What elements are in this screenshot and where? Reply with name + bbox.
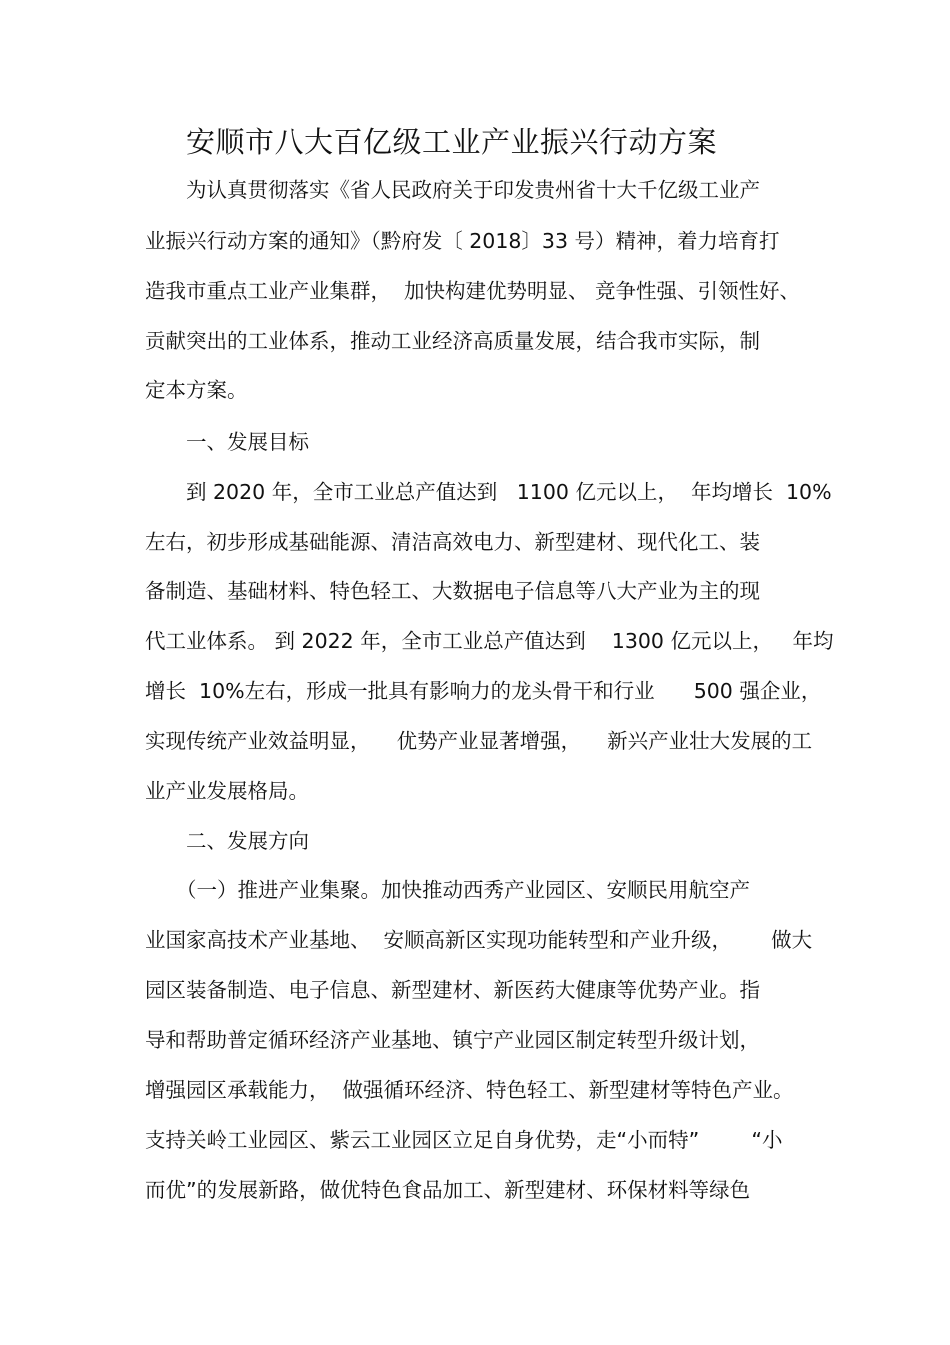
paragraph-line: 业振兴行动方案的通知》（黔府发〔 2018〕33 号）精神，着力培育打 <box>145 229 780 253</box>
paragraph-line: 定本方案。 <box>145 378 248 402</box>
paragraph-line: 而优”的发展新路，做优特色食品加工、新型建材、环保材料等绿色 <box>145 1178 751 1202</box>
paragraph-line: 导和帮助普定循环经济产业基地、镇宁产业园区制定转型升级计划， <box>145 1028 760 1052</box>
section-heading: 二、发展方向 <box>186 829 309 853</box>
paragraph-line: （一）推进产业集聚。加快推动西秀产业园区、安顺民用航空产 <box>176 878 750 902</box>
paragraph-line: 到 2020 年，全市工业总产值达到 1100 亿元以上， 年均增长 10% <box>186 480 832 504</box>
paragraph-line: 造我市重点工业产业集群， 加快构建优势明显、 竞争性强、引领性好、 <box>145 279 801 303</box>
paragraph-line: 增长 10%左右，形成一批具有影响力的龙头骨干和行业 500 强企业， <box>145 679 822 703</box>
paragraph-line: 为认真贯彻落实《省人民政府关于印发贵州省十大千亿级工业产 <box>186 178 760 202</box>
paragraph-line: 园区装备制造、电子信息、新型建材、新医药大健康等优势产业。指 <box>145 978 760 1002</box>
paragraph-line: 代工业体系。 到 2022 年，全市工业总产值达到 1300 亿元以上， 年均 <box>145 629 834 653</box>
paragraph-line: 实现传统产业效益明显， 优势产业显著增强， 新兴产业壮大发展的工 <box>145 729 813 753</box>
paragraph-line: 业国家高技术产业基地、 安顺高新区实现功能转型和产业升级， 做大 <box>145 928 813 952</box>
paragraph-line: 贡献突出的工业体系，推动工业经济高质量发展，结合我市实际，制 <box>145 329 760 353</box>
paragraph-line: 业产业发展格局。 <box>145 779 309 803</box>
paragraph-line: 支持关岭工业园区、紫云工业园区立足自身优势，走“小而特” “小 <box>145 1128 783 1152</box>
paragraph-line: 增强园区承载能力， 做强循环经济、特色轻工、新型建材等特色产业。 <box>145 1078 794 1102</box>
paragraph-line: 左右，初步形成基础能源、清洁高效电力、新型建材、现代化工、装 <box>145 530 760 554</box>
paragraph-line: 备制造、基础材料、特色轻工、大数据电子信息等八大产业为主的现 <box>145 579 760 603</box>
document-title: 安顺市八大百亿级工业产业振兴行动方案 <box>186 125 718 159</box>
section-heading: 一、发展目标 <box>186 430 309 454</box>
